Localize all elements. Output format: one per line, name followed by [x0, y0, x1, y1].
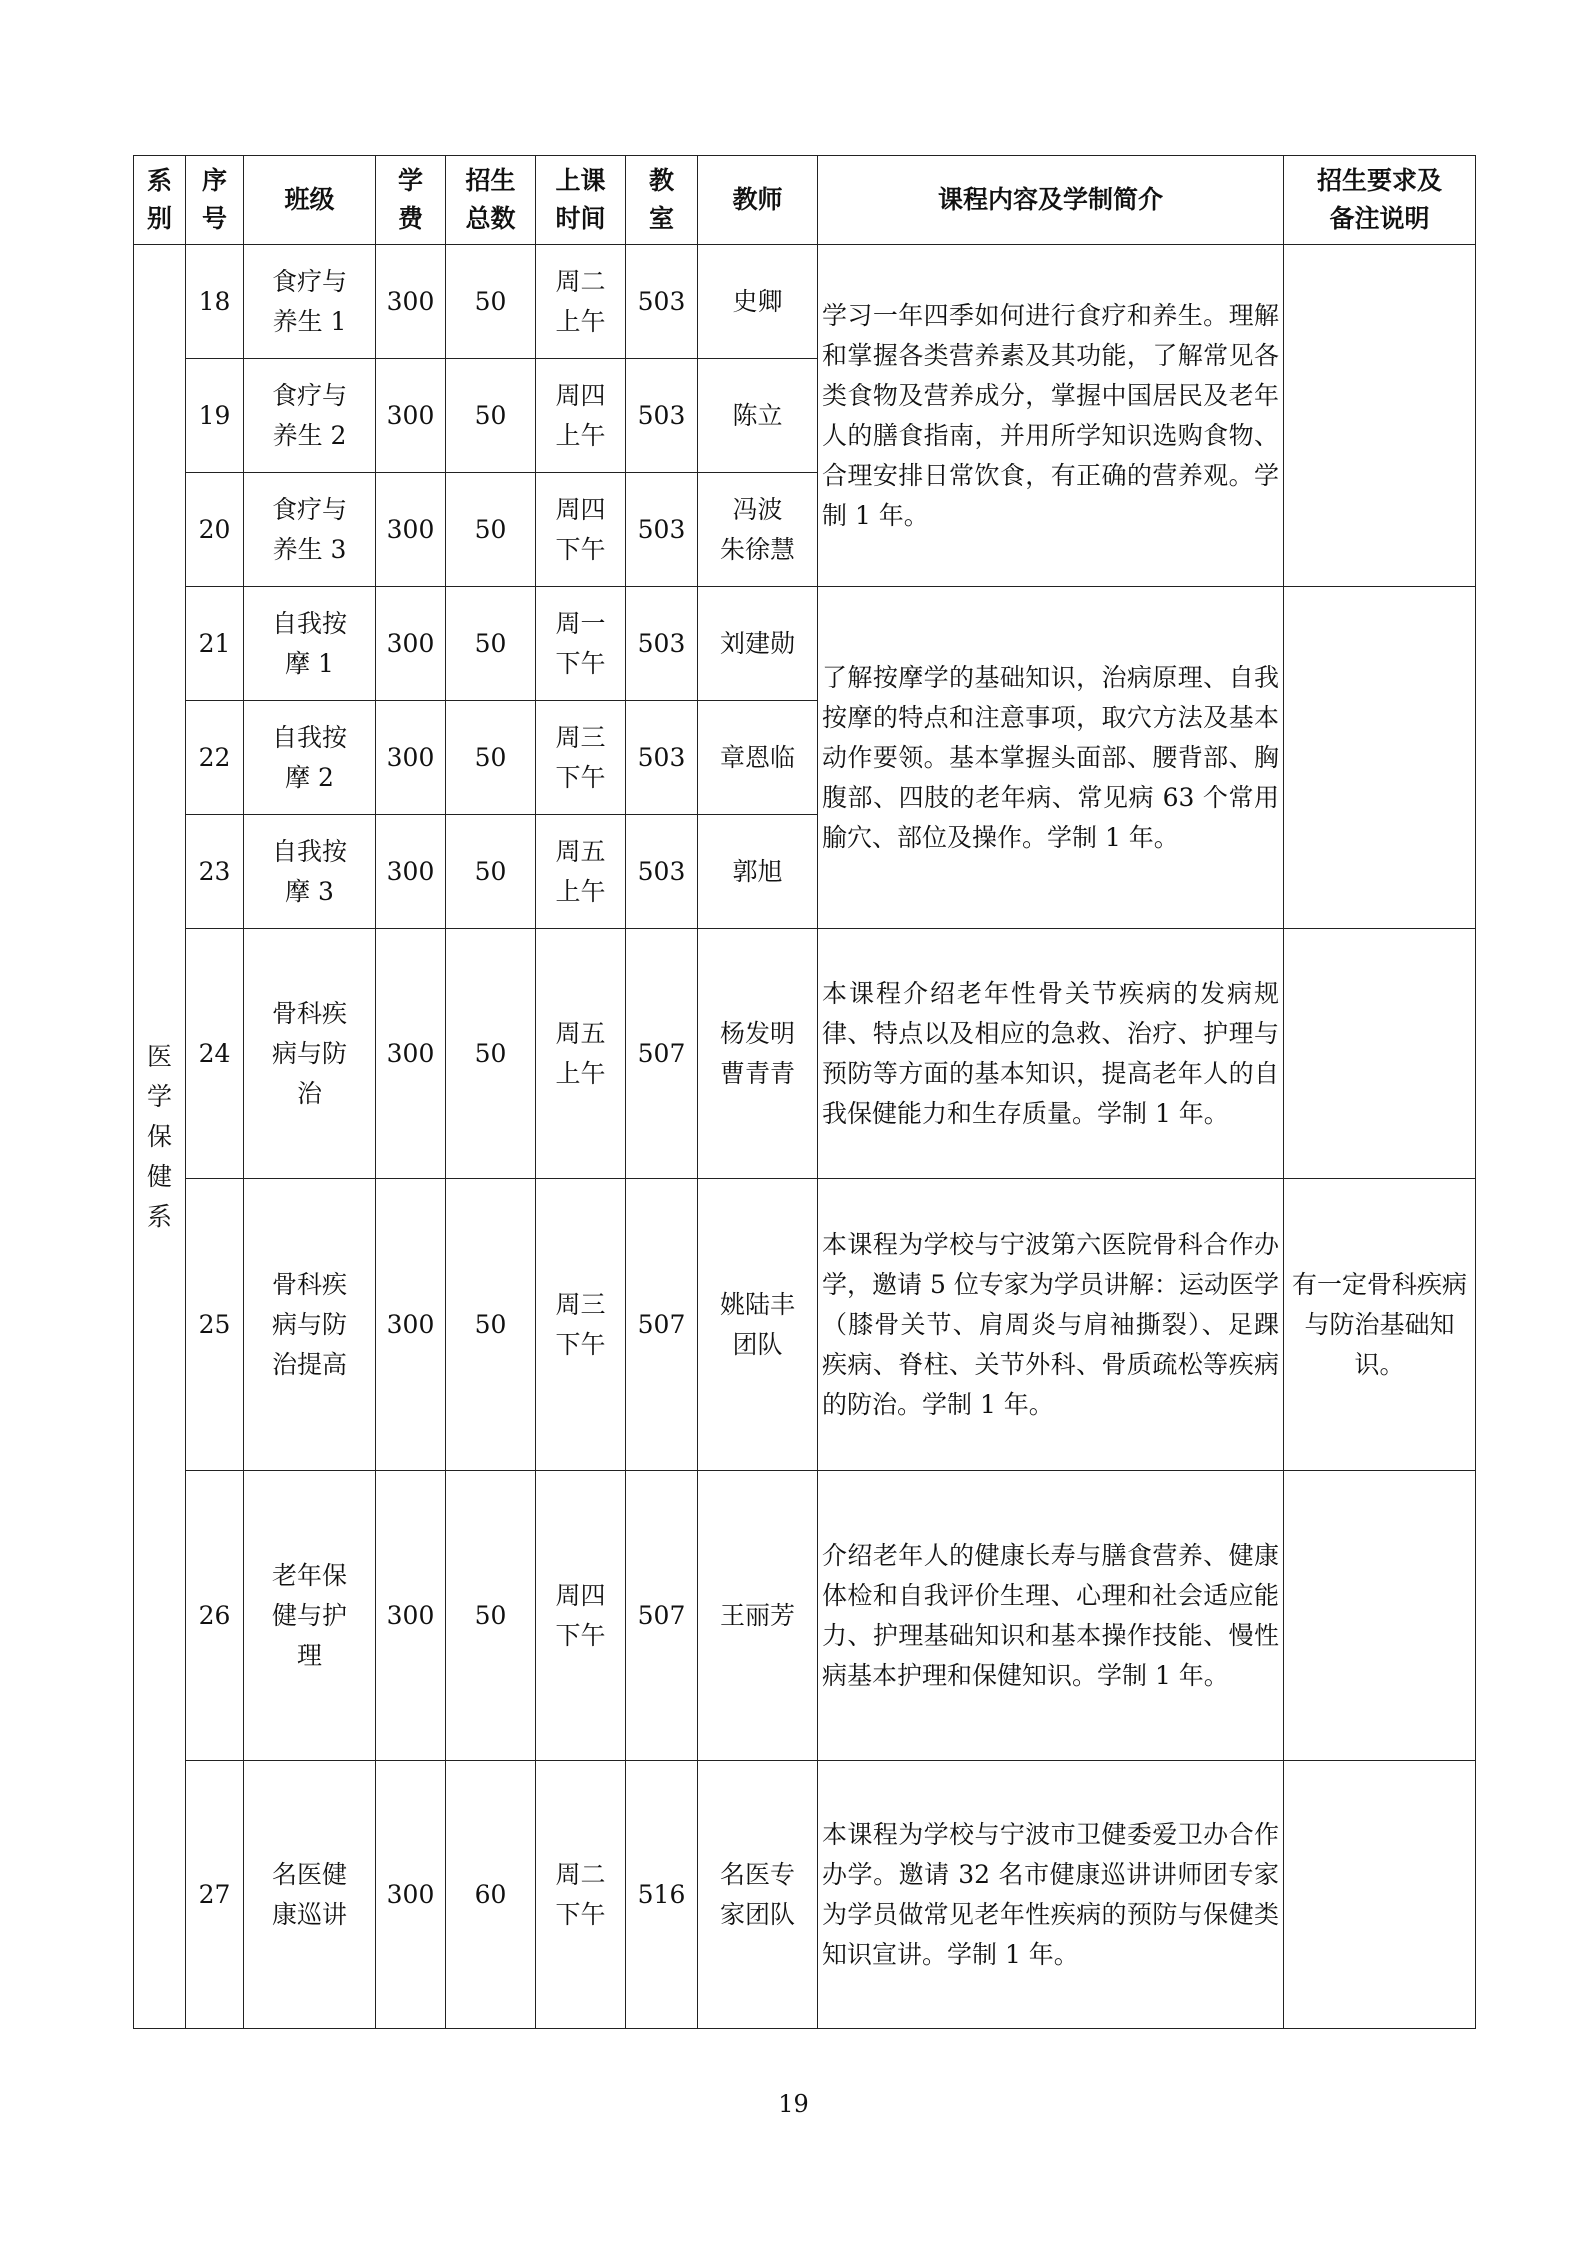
row-no: 25	[186, 1179, 244, 1471]
row-time: 周一 下午	[536, 587, 626, 701]
row-teacher: 王丽芳	[698, 1471, 818, 1761]
header-room: 教 室	[626, 156, 698, 245]
row-teacher: 刘建勋	[698, 587, 818, 701]
note-cell	[1284, 587, 1476, 929]
row-room: 507	[626, 929, 698, 1179]
note-cell	[1284, 929, 1476, 1179]
row-class: 食疗与 养生 3	[244, 473, 376, 587]
row-room: 507	[626, 1471, 698, 1761]
row-fee: 300	[376, 587, 446, 701]
row-class: 食疗与 养生 1	[244, 245, 376, 359]
course-description: 学习一年四季如何进行食疗和养生。理解和掌握各类营养素及其功能，了解常见各类食物及营养成分，掌握中国居民及老年人的膳食指南，并用所学知识选购食物、合理安排日常饮食，有正确的营养观。学制 1 年。	[818, 245, 1284, 587]
table-row	[134, 929, 1476, 1179]
header-class: 班级	[244, 156, 376, 245]
header-note: 招生要求及 备注说明	[1284, 156, 1476, 245]
row-class: 名医健 康巡讲	[244, 1761, 376, 2029]
row-no: 24	[186, 929, 244, 1179]
row-class: 老年保 健与护 理	[244, 1471, 376, 1761]
row-time: 周三 下午	[536, 701, 626, 815]
row-time: 周二 上午	[536, 245, 626, 359]
row-fee: 300	[376, 929, 446, 1179]
row-room: 503	[626, 701, 698, 815]
row-quota: 50	[446, 245, 536, 359]
row-fee: 300	[376, 1761, 446, 2029]
row-fee: 300	[376, 701, 446, 815]
table-row	[134, 1761, 1476, 2029]
course-description: 本课程为学校与宁波第六医院骨科合作办学，邀请 5 位专家为学员讲解：运动医学（膝骨关节、肩周炎与肩袖撕裂）、足踝疾病、脊柱、关节外科、骨质疏松等疾病的防治。学制 1 年。	[818, 1179, 1284, 1471]
row-room: 516	[626, 1761, 698, 2029]
header-content: 课程内容及学制简介	[818, 156, 1284, 245]
course-table	[133, 155, 1476, 2029]
row-room: 503	[626, 587, 698, 701]
row-teacher: 杨发明 曹青青	[698, 929, 818, 1179]
row-room: 503	[626, 245, 698, 359]
row-quota: 60	[446, 1761, 536, 2029]
row-teacher: 郭旭	[698, 815, 818, 929]
row-teacher: 冯波 朱徐慧	[698, 473, 818, 587]
row-quota: 50	[446, 1471, 536, 1761]
table-row	[134, 245, 1476, 359]
row-fee: 300	[376, 359, 446, 473]
note-cell: 有一定骨科疾病与防治基础知识。	[1284, 1179, 1476, 1471]
row-teacher: 史卿	[698, 245, 818, 359]
row-room: 503	[626, 359, 698, 473]
header-no: 序 号	[186, 156, 244, 245]
note-cell	[1284, 1471, 1476, 1761]
department-cell: 医 学 保 健 系	[134, 245, 186, 2029]
row-time: 周三 下午	[536, 1179, 626, 1471]
course-description: 了解按摩学的基础知识，治病原理、自我按摩的特点和注意事项，取穴方法及基本动作要领。基本掌握头面部、腰背部、胸腹部、四肢的老年病、常见病 63 个常用腧穴、部位及操作。学制 1 年。	[818, 587, 1284, 929]
row-quota: 50	[446, 587, 536, 701]
page-number: 19	[778, 2090, 809, 2118]
row-no: 20	[186, 473, 244, 587]
note-cell	[1284, 1761, 1476, 2029]
row-room: 503	[626, 815, 698, 929]
course-description: 介绍老年人的健康长寿与膳食营养、健康体检和自我评价生理、心理和社会适应能力、护理基础知识和基本操作技能、慢性病基本护理和保健知识。学制 1 年。	[818, 1471, 1284, 1761]
row-quota: 50	[446, 1179, 536, 1471]
course-description: 本课程为学校与宁波市卫健委爱卫办合作办学。邀请 32 名市健康巡讲讲师团专家为学员做常见老年性疾病的预防与保健类知识宣讲。学制 1 年。	[818, 1761, 1284, 2029]
row-time: 周二 下午	[536, 1761, 626, 2029]
row-class: 骨科疾 病与防 治	[244, 929, 376, 1179]
table-row	[134, 1471, 1476, 1761]
header-fee: 学 费	[376, 156, 446, 245]
row-no: 18	[186, 245, 244, 359]
header-dept: 系 别	[134, 156, 186, 245]
row-fee: 300	[376, 815, 446, 929]
table-row	[134, 587, 1476, 701]
row-no: 22	[186, 701, 244, 815]
row-quota: 50	[446, 815, 536, 929]
row-quota: 50	[446, 473, 536, 587]
row-fee: 300	[376, 1471, 446, 1761]
row-teacher: 姚陆丰 团队	[698, 1179, 818, 1471]
row-fee: 300	[376, 473, 446, 587]
header-teacher: 教师	[698, 156, 818, 245]
header-row	[134, 156, 1476, 245]
row-time: 周四 下午	[536, 1471, 626, 1761]
note-cell	[1284, 245, 1476, 587]
row-class: 食疗与 养生 2	[244, 359, 376, 473]
table-row	[134, 1179, 1476, 1471]
row-quota: 50	[446, 359, 536, 473]
header-quota: 招生 总数	[446, 156, 536, 245]
row-no: 23	[186, 815, 244, 929]
row-class: 骨科疾 病与防 治提高	[244, 1179, 376, 1471]
row-teacher: 章恩临	[698, 701, 818, 815]
row-teacher: 名医专 家团队	[698, 1761, 818, 2029]
row-no: 19	[186, 359, 244, 473]
row-fee: 300	[376, 1179, 446, 1471]
course-description: 本课程介绍老年性骨关节疾病的发病规律、特点以及相应的急救、治疗、护理与预防等方面的基本知识，提高老年人的自我保健能力和生存质量。学制 1 年。	[818, 929, 1284, 1179]
row-quota: 50	[446, 929, 536, 1179]
row-room: 507	[626, 1179, 698, 1471]
row-class: 自我按 摩 3	[244, 815, 376, 929]
row-teacher: 陈立	[698, 359, 818, 473]
row-no: 21	[186, 587, 244, 701]
row-no: 27	[186, 1761, 244, 2029]
row-no: 26	[186, 1471, 244, 1761]
row-quota: 50	[446, 701, 536, 815]
row-room: 503	[626, 473, 698, 587]
row-fee: 300	[376, 245, 446, 359]
header-time: 上课 时间	[536, 156, 626, 245]
row-class: 自我按 摩 2	[244, 701, 376, 815]
row-time: 周五 上午	[536, 815, 626, 929]
row-time: 周四 上午	[536, 359, 626, 473]
row-class: 自我按 摩 1	[244, 587, 376, 701]
row-time: 周四 下午	[536, 473, 626, 587]
row-time: 周五 上午	[536, 929, 626, 1179]
